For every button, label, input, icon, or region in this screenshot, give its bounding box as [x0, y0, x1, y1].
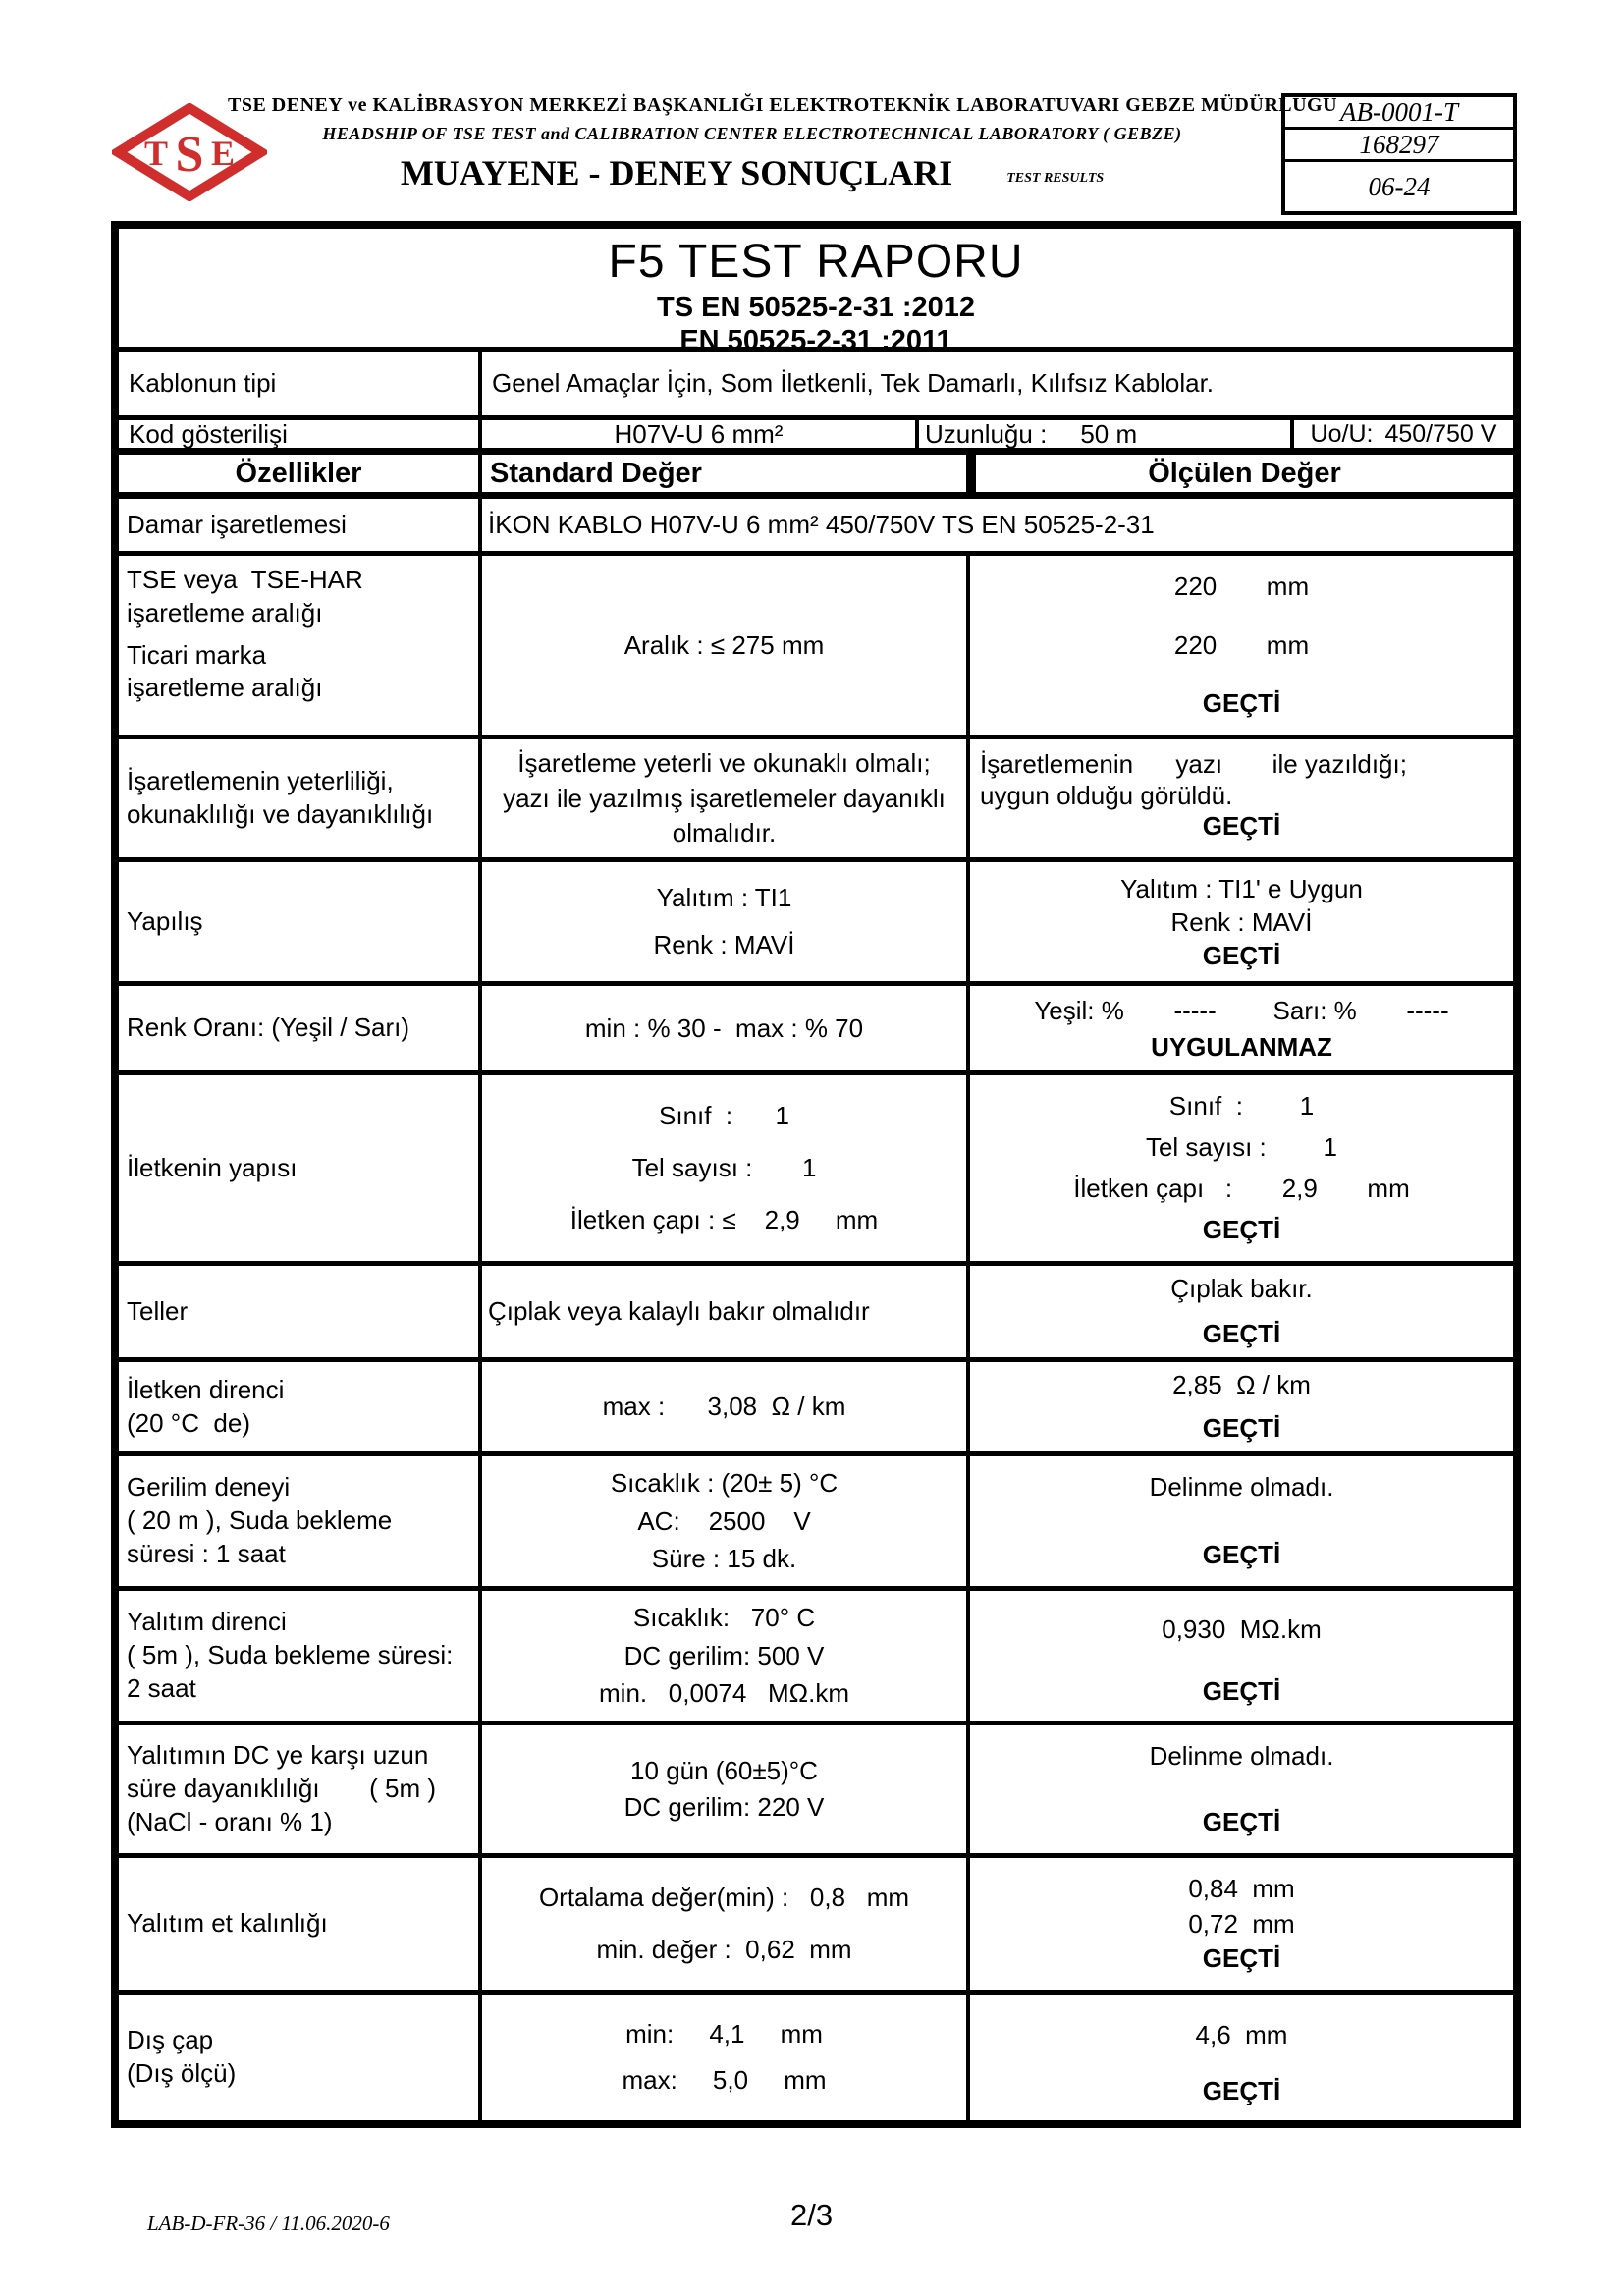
document-code: LAB-D-FR-36 / 11.06.2020-6: [147, 2212, 390, 2235]
doc-heading-en: TEST RESULTS: [1006, 171, 1105, 186]
cable-type-label: Kablonun tipi: [129, 368, 277, 398]
report-standard-2: EN 50525-2-31 :2011: [679, 325, 952, 356]
text-line: (Dış ölçü): [127, 2058, 237, 2088]
label-cell: [119, 862, 478, 981]
measured-value: Yalıtım : TI1' e Uygun: [1120, 874, 1363, 903]
text-line: max: 5,0 mm: [622, 2065, 827, 2095]
result-badge: GEÇTİ: [1202, 1807, 1281, 1836]
report-no: 168297: [1285, 130, 1513, 162]
report-title-block: [119, 229, 1513, 356]
text-line: min: 4,1 mm: [625, 2019, 823, 2049]
measured-value: Çıplak bakır.: [1170, 1274, 1313, 1303]
text-line: Yalıtım direnci: [127, 1607, 287, 1637]
text-line: süresi : 1 saat: [127, 1538, 286, 1568]
text-line: DC gerilim: 220 V: [623, 1792, 825, 1822]
text-line: min : % 30 - max : % 70: [584, 1012, 864, 1043]
text-line: Yalıtımın DC ye karşı uzun: [127, 1740, 429, 1771]
text-line: Renk Oranı: (Yeşil / Sarı): [127, 1012, 410, 1043]
measured-cell: [966, 1456, 1513, 1586]
standard-cell: [478, 1362, 966, 1451]
label-cell: [119, 986, 478, 1070]
length-cell: [915, 420, 1290, 448]
voltage-cell: [1290, 420, 1513, 448]
row-damar-isaretlemesi: [119, 499, 1513, 551]
text-line: min. değer : 0,62 mm: [596, 1934, 852, 1964]
text-line: Yapılış: [127, 905, 203, 936]
measured-value: Tel sayısı : 1: [1145, 1132, 1338, 1162]
standard-cell: [478, 986, 966, 1070]
text-line: Damar işaretlemesi: [127, 509, 347, 539]
table-header-row: [119, 448, 1513, 499]
text-line: İşaretleme yeterli ve okunaklı olmalı;: [517, 747, 931, 778]
measured-value: 0,84 mm: [1188, 1874, 1295, 1903]
svg-text:S: S: [175, 127, 204, 183]
header-olculen-deger: Ölçülen Değer: [966, 455, 1513, 492]
measured-value: Delinme olmadı.: [1149, 1741, 1334, 1771]
date-code: 06-24: [1368, 171, 1431, 201]
measured-cell: [966, 739, 1513, 857]
text-line: Aralık : ≤ 275 mm: [623, 629, 825, 660]
row-iletkenin-yapisi: [119, 1070, 1513, 1261]
header-standard-deger: Standard Değer: [478, 455, 966, 492]
text-line: Sıcaklık : (20± 5) °C: [610, 1467, 839, 1498]
text-line: min. 0,0074 MΩ.km: [599, 1678, 849, 1709]
measured-value: 0,72 mm: [1188, 1908, 1295, 1939]
org-name-tr: TSE DENEY ve KALİBRASYON MERKEZİ BAŞKANLIĞI ELEKTROTEKNİK LABORATUVARI GEBZE MÜDÜRLÜĞÜ: [228, 94, 1338, 116]
standard-cell: [478, 862, 966, 981]
result-badge: GEÇTİ: [1202, 1676, 1281, 1706]
result-badge: UYGULANMAZ: [1151, 1032, 1332, 1062]
result-badge: GEÇTİ: [1202, 1943, 1281, 1973]
result-badge: GEÇTİ: [1202, 1413, 1281, 1443]
code-label: Kod gösterilişi: [129, 418, 288, 449]
standard-cell: [478, 1725, 966, 1853]
measured-value: Delinme olmadı.: [1149, 1472, 1334, 1502]
measured-cell: [966, 862, 1513, 981]
reference-box: [1281, 93, 1517, 215]
cable-type-value: Genel Amaçlar İçin, Som İletkenli, Tek Damarlı, Kılıfsız Kablolar.: [478, 352, 1513, 415]
text-line: İletken çapı : ≤ 2,9 mm: [569, 1205, 879, 1234]
result-badge: GEÇTİ: [1202, 1319, 1281, 1348]
label-cell: [119, 499, 478, 551]
row-yalitim-direnci: [119, 1586, 1513, 1721]
voltage-label: Uo/U:: [1310, 419, 1374, 448]
doc-heading-tr: MUAYENE - DENEY SONUÇLARI: [400, 153, 953, 192]
code-value: H07V-U 6 mm²: [478, 420, 915, 448]
text-line: Tel sayısı : 1: [631, 1153, 817, 1182]
row-dc-dayanikliligi: [119, 1721, 1513, 1853]
svg-text:T: T: [143, 134, 169, 173]
row-code: [119, 415, 1513, 448]
text-line: Gerilim deneyi: [127, 1472, 291, 1503]
text-line: işaretleme aralığı: [127, 673, 323, 703]
svg-text:E: E: [210, 134, 236, 173]
report-standard-1: TS EN 50525-2-31 :2012: [656, 292, 976, 323]
result-badge: GEÇTİ: [1202, 688, 1281, 718]
length-value: 50 m: [1080, 418, 1138, 449]
measured-cell: [966, 1995, 1513, 2120]
label-cell: [119, 739, 478, 857]
label-cell: [119, 1591, 478, 1721]
org-name-en: HEADSHIP OF TSE TEST and CALIBRATION CENTER ELECTROTECHNICAL LABORATORY ( GEBZE): [322, 124, 1182, 143]
accreditation-no: AB-0001-T: [1285, 97, 1513, 130]
report-title: F5 TEST RAPORU: [608, 236, 1024, 288]
row-gerilim-deneyi: [119, 1451, 1513, 1586]
label-cell: [119, 1725, 478, 1853]
org-header: [228, 94, 1338, 193]
text-line: Sınıf : 1: [659, 1101, 789, 1130]
standard-cell: [478, 1995, 966, 2120]
text-line: Ticari marka: [127, 639, 267, 670]
measured-cell: [966, 556, 1513, 735]
standard-cell: [478, 1858, 966, 1990]
measured-value: İşaretlemenin yazı ile yazıldığı;: [980, 749, 1407, 779]
text-line: süre dayanıklılığı ( 5m ): [127, 1774, 436, 1804]
text-line: 10 gün (60±5)°C: [630, 1756, 818, 1785]
standard-cell: [478, 499, 1513, 551]
label-cell: [119, 1995, 478, 2120]
standard-cell: [478, 1591, 966, 1721]
row-isaretleme-araligi: [119, 551, 1513, 735]
text-line: TSE veya TSE-HAR: [127, 565, 363, 594]
text-line: Çıplak veya kalaylı bakır olmalıdır: [488, 1296, 870, 1326]
result-badge: GEÇTİ: [1202, 941, 1281, 970]
header-ozellikler: Özellikler: [235, 457, 362, 489]
row-teller: [119, 1261, 1513, 1357]
measured-value: Sınıf : 1: [1168, 1091, 1315, 1121]
result-badge: GEÇTİ: [1202, 1215, 1281, 1244]
length-label: Uzunluğu :: [925, 418, 1048, 449]
text-line: Dış çap: [127, 2025, 214, 2055]
text-line: (NaCl - oranı % 1): [127, 1806, 333, 1836]
row-iletken-direnci: [119, 1357, 1513, 1451]
text-line: 2 saat: [127, 1672, 196, 1703]
standard-cell: [478, 1456, 966, 1586]
page-number: 2/3: [790, 2198, 834, 2232]
text-line: İşaretlemenin yeterliliği,: [127, 766, 394, 796]
measured-value: 220 mm: [1173, 629, 1310, 660]
row-isaretleme-yeterliligi: [119, 735, 1513, 857]
text-line: Süre : 15 dk.: [651, 1544, 797, 1574]
text-line: işaretleme aralığı: [127, 597, 323, 628]
measured-value: 2,85 Ω / km: [1172, 1370, 1311, 1399]
measured-cell: [966, 986, 1513, 1070]
measured-value: Renk : MAVİ: [1170, 907, 1313, 937]
standard-cell: [478, 1266, 966, 1357]
measured-value: 220 mm: [1173, 572, 1310, 601]
text-line: İletken direnci: [127, 1374, 285, 1404]
text-line: Yalıtım et kalınlığı: [127, 1908, 328, 1939]
result-badge: GEÇTİ: [1202, 2076, 1281, 2105]
label-cell: [119, 1858, 478, 1990]
result-badge: GEÇTİ: [1202, 1540, 1281, 1569]
standard-cell: [478, 556, 966, 735]
label-cell: [119, 1266, 478, 1357]
measured-cell: [966, 1362, 1513, 1451]
measured-cell: [966, 1075, 1513, 1261]
text-line: Ortalama değer(min) : 0,8 mm: [538, 1883, 910, 1913]
label-cell: [119, 1362, 478, 1451]
label-cell: [119, 1075, 478, 1261]
row-dis-cap: [119, 1990, 1513, 2120]
measured-value: Yeşil: % ----- Sarı: % -----: [1034, 996, 1449, 1025]
row-renk-orani: [119, 981, 1513, 1070]
row-yapilis: [119, 857, 1513, 981]
text-line: Yalıtım : TI1: [656, 883, 792, 912]
text-line: max : 3,08 Ω / km: [602, 1392, 846, 1421]
row-yalitim-et-kalinligi: [119, 1853, 1513, 1990]
measured-cell: [966, 1858, 1513, 1990]
measured-cell: [966, 1725, 1513, 1853]
text-line: Sıcaklık: 70° C: [632, 1602, 816, 1632]
result-badge: GEÇTİ: [1202, 811, 1281, 841]
text-line: ( 5m ), Suda bekleme süresi:: [127, 1640, 454, 1670]
label-cell: [119, 1456, 478, 1586]
text-line: İletkenin yapısı: [127, 1152, 298, 1182]
measured-cell: [966, 1266, 1513, 1357]
measured-cell: [966, 1591, 1513, 1721]
text-line: okunaklılığı ve dayanıklılığı: [127, 799, 434, 829]
voltage-value: 450/750 V: [1384, 419, 1497, 448]
text-line: Teller: [127, 1295, 189, 1326]
standard-cell: [478, 1075, 966, 1261]
measured-value: uygun olduğu görüldü.: [980, 780, 1233, 810]
test-report-table: [111, 221, 1521, 2128]
text-line: (20 °C de): [127, 1407, 251, 1438]
text-line: yazı ile yazılmış işaretlemeler dayanıklı: [503, 783, 946, 813]
label-cell: [119, 556, 478, 735]
text-line: DC gerilim: 500 V: [623, 1640, 825, 1670]
standard-cell: [478, 739, 966, 857]
measured-value: 0,930 MΩ.km: [1162, 1614, 1322, 1644]
text-line: AC: 2500 V: [637, 1505, 811, 1536]
measured-value: İletken çapı : 2,9 mm: [1073, 1174, 1410, 1203]
text-line: ( 20 m ), Suda bekleme: [127, 1505, 393, 1536]
row-cable-type: [119, 347, 1513, 415]
text-line: Renk : MAVİ: [653, 930, 795, 959]
text-line: İKON KABLO H07V-U 6 mm² 450/750V TS EN 50525-2-31: [488, 510, 1155, 539]
text-line: olmalıdır.: [672, 818, 777, 848]
measured-value: 4,6 mm: [1195, 2020, 1288, 2050]
